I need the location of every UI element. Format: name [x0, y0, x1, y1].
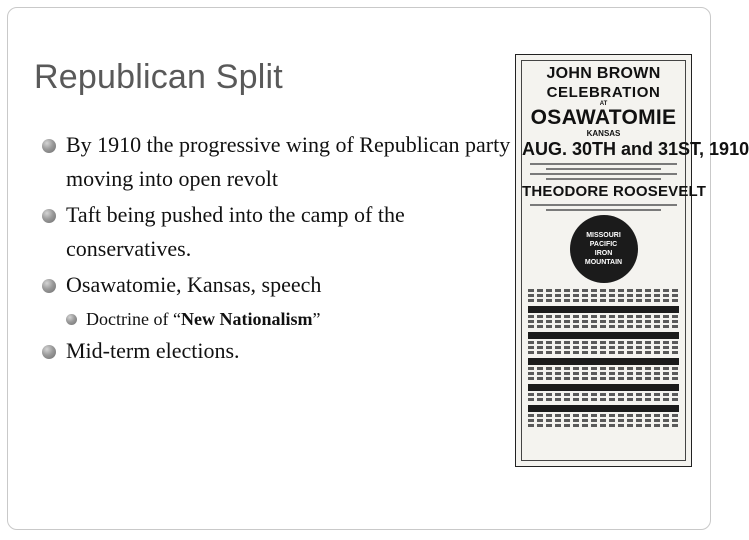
sub-bullet-icon: [66, 314, 77, 325]
bullet-item: [42, 268, 522, 302]
poster-place: OSAWATOMIE: [530, 106, 677, 129]
bullet-item: [42, 334, 522, 368]
bullet-text: By 1910 the progressive wing of Republican party moving into open revolt: [66, 132, 511, 191]
poster-state: KANSAS: [586, 129, 621, 138]
logo-text: PACIFIC: [589, 241, 618, 248]
bullet-text: Taft being pushed into the camp of the conservatives.: [66, 202, 405, 261]
sub-bullet-emphasis: New Nationalism: [180, 309, 313, 329]
poster-timetable: [528, 289, 679, 427]
railroad-logo: [570, 215, 638, 283]
poster-fine-print: [546, 178, 661, 180]
bullet-item: [42, 198, 522, 266]
poster-heading: JOHN BROWN: [546, 65, 661, 82]
logo-text: MISSOURI: [586, 232, 621, 239]
bullet-item: [42, 128, 522, 196]
poster-date: AUG. 30TH and 31ST, 1910: [522, 139, 749, 159]
bullet-icon: [42, 279, 56, 293]
poster-image: [515, 54, 749, 467]
bullet-text: Osawatomie, Kansas, speech: [66, 272, 322, 297]
poster-fine-print: [530, 163, 677, 165]
poster-border: [521, 60, 749, 461]
poster-speaker: THEODORE ROOSEVELT: [522, 183, 707, 200]
bullet-icon: [42, 139, 56, 153]
sub-bullet-item: [66, 304, 522, 334]
bullet-icon: [42, 345, 56, 359]
bullet-icon: [42, 209, 56, 223]
bullet-list: [42, 128, 522, 370]
poster-subheading: CELEBRATION: [546, 84, 661, 101]
sub-bullet-prefix: Doctrine of “: [86, 309, 181, 329]
poster-at: AT: [599, 101, 608, 107]
slide-title: Republican Split: [34, 58, 283, 96]
sub-bullet-suffix: ”: [312, 309, 321, 329]
poster-fine-print: [530, 173, 677, 175]
logo-text: IRON: [594, 250, 613, 257]
poster-fine-print: [546, 209, 661, 211]
bullet-text: Mid-term elections.: [66, 338, 240, 363]
poster-fine-print: [530, 204, 677, 206]
logo-text: MOUNTAIN: [584, 259, 623, 266]
poster-fine-print: [546, 168, 661, 170]
